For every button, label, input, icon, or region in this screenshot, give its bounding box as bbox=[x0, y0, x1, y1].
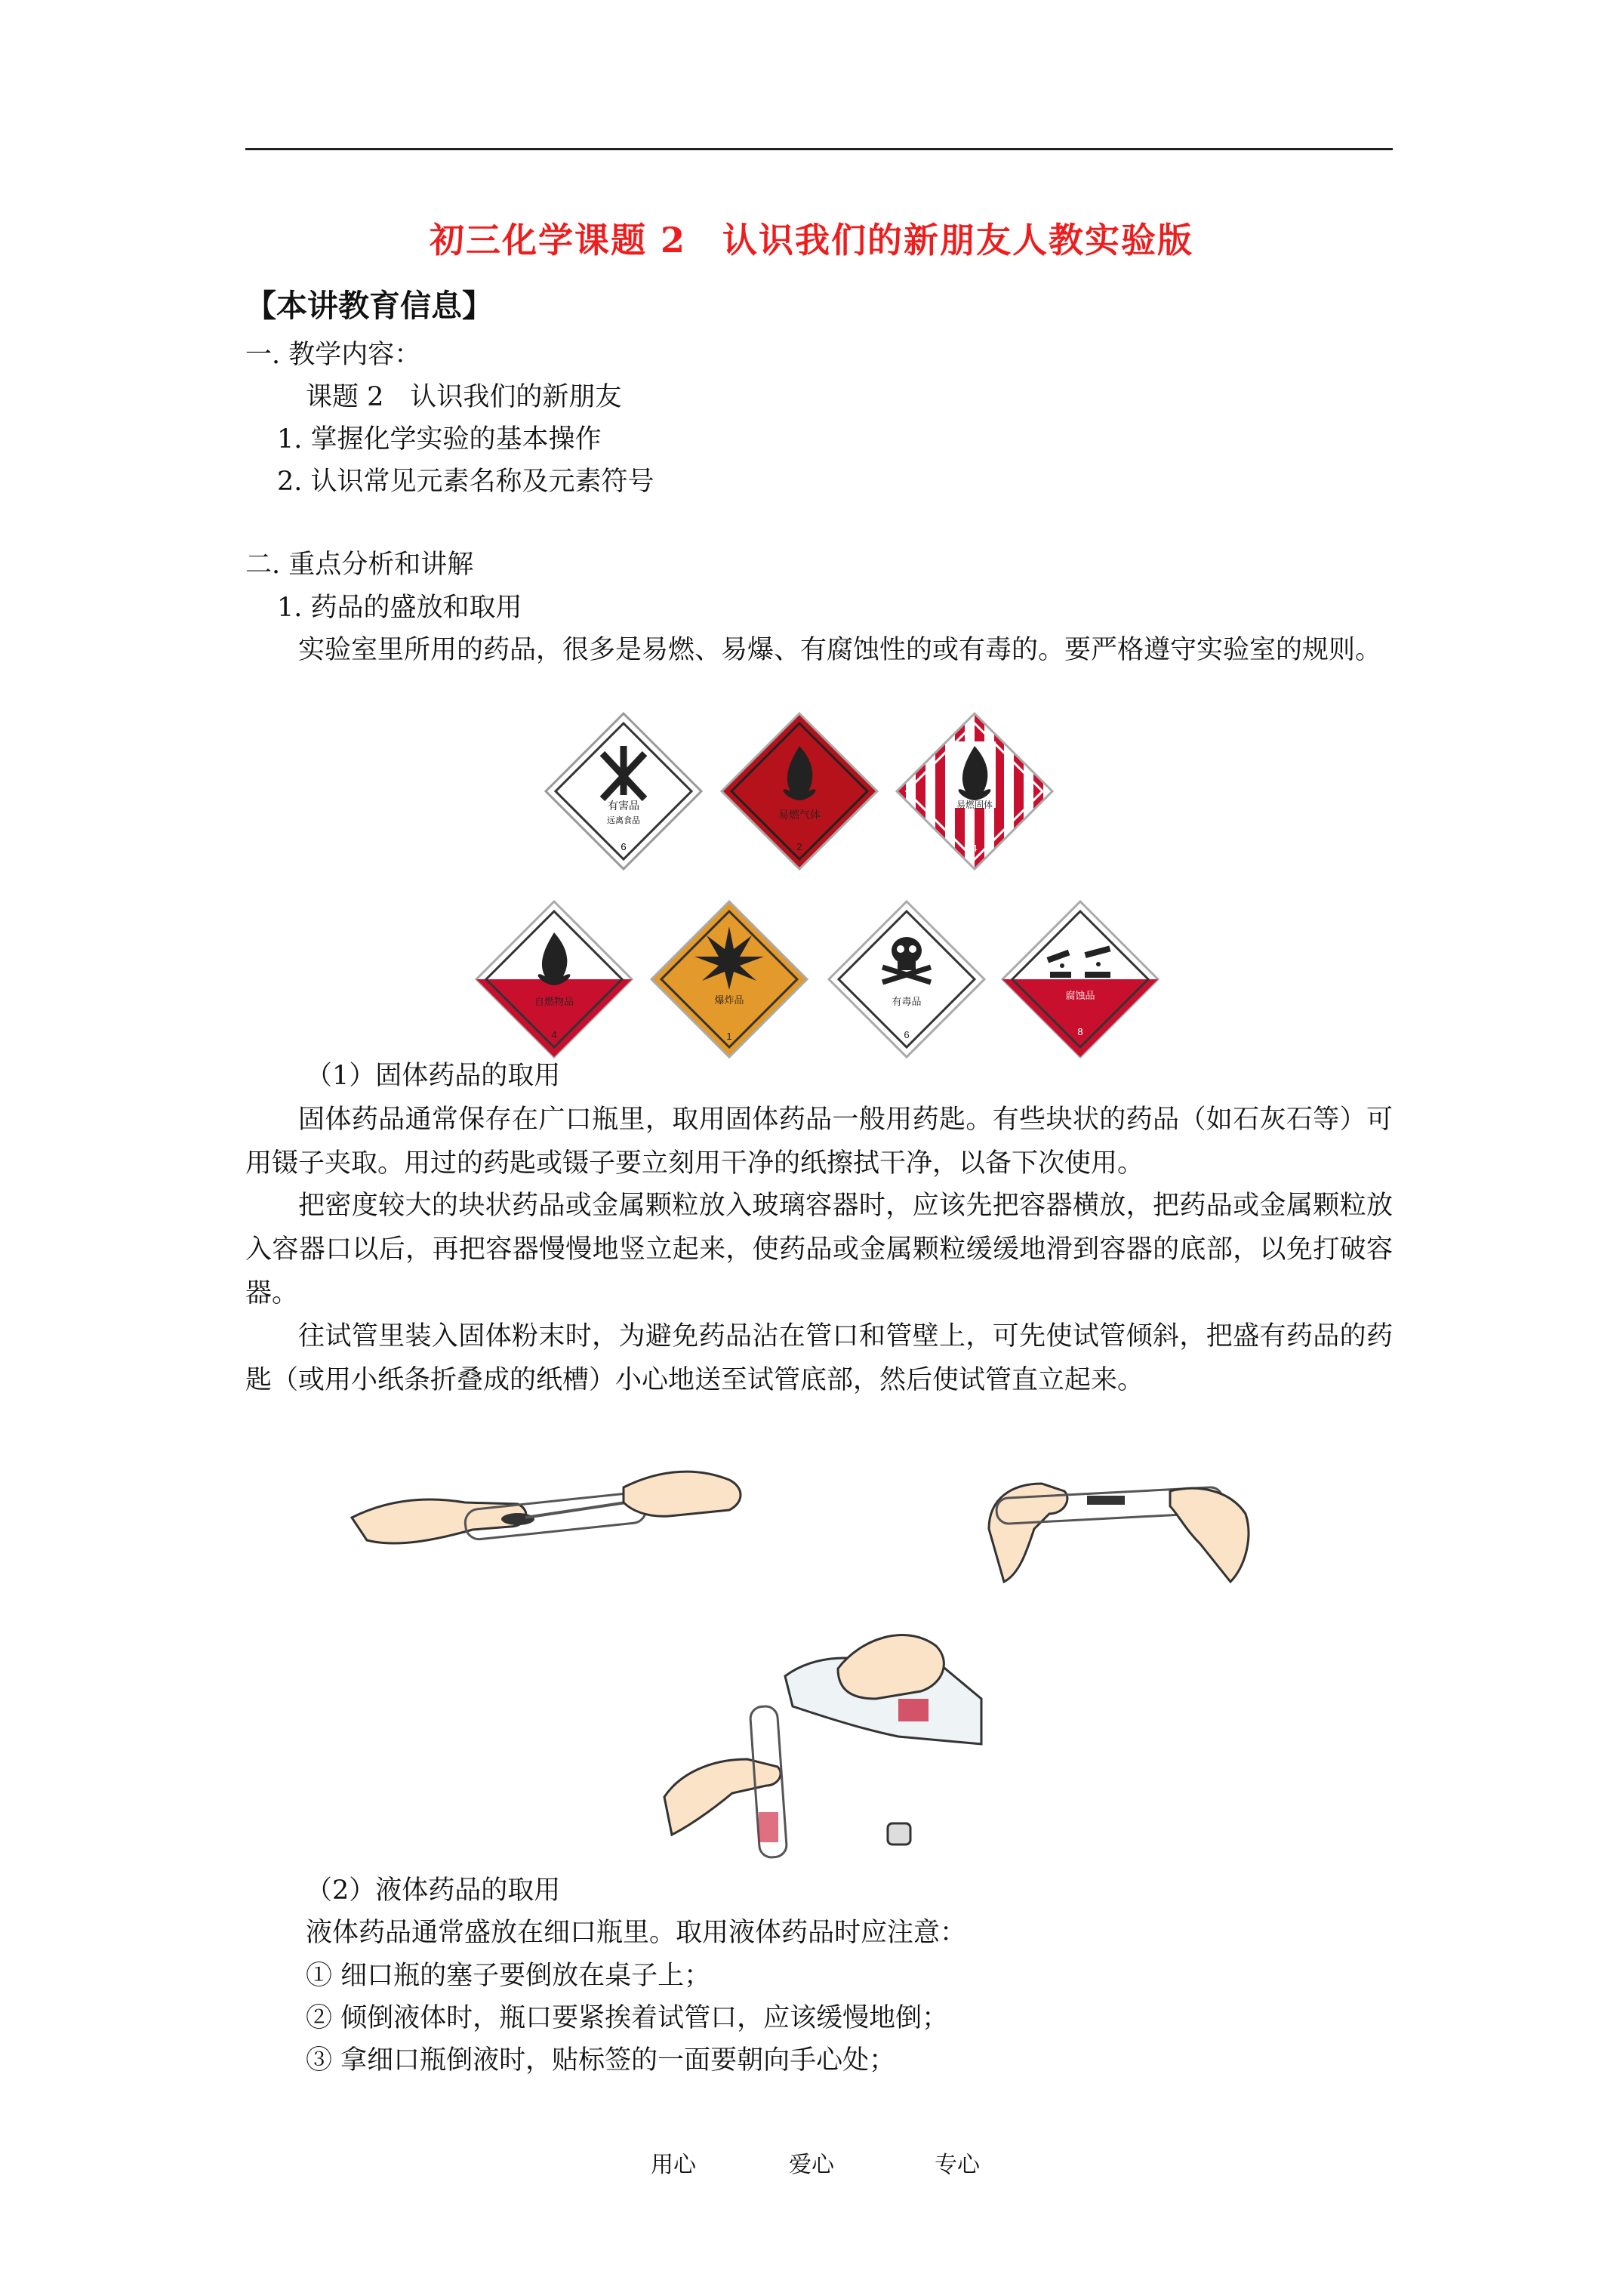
part2-sub1: 1. 药品的盛放和取用 bbox=[277, 593, 522, 623]
hazard-sign-text: 腐蚀品 bbox=[1065, 990, 1095, 1001]
solid-paragraph-3: 往试管里装入固体粉末时，为避免药品沾在管口和管壁上，可先使试管倾斜，把盛有药品的药匙（或用小纸条折叠成的纸槽）小心地送至试管底部，然后使试管直立起来。 bbox=[245, 1321, 1393, 1395]
part2-heading: 二. 重点分析和讲解 bbox=[245, 550, 474, 580]
hazard-sign-number: 1 bbox=[726, 1031, 732, 1042]
hazard-sign-number: 4 bbox=[972, 843, 978, 854]
hazard-sign-explosive bbox=[651, 901, 807, 1057]
part1-item-2: 2. 认识常见元素名称及元素符号 bbox=[277, 467, 654, 497]
hazard-sign-subtext: 远离食品 bbox=[607, 816, 640, 825]
liquid-heading: （2）液体药品的取用 bbox=[306, 1875, 561, 1906]
illustration-spoon-into-tube bbox=[352, 1457, 759, 1570]
footer-text-2: 爱心 bbox=[789, 2152, 834, 2178]
hazard-sign-number: 6 bbox=[621, 841, 627, 852]
hazard-sign-text: 易燃固体 bbox=[956, 800, 993, 810]
hazard-sign-flammable-solid bbox=[897, 713, 1052, 869]
hazard-sign-text: 有毒品 bbox=[892, 996, 922, 1007]
illustration-pour-liquid bbox=[664, 1623, 1004, 1865]
liquid-intro: 液体药品通常盛放在细口瓶里。取用液体药品时应注意： bbox=[306, 1918, 967, 1948]
solid-heading: （1）固体药品的取用 bbox=[306, 1061, 561, 1091]
page-title: 初三化学课题 2 认识我们的新朋友人教实验版 bbox=[429, 220, 1194, 260]
hazard-sign-text: 有害品 bbox=[608, 800, 639, 812]
hazard-sign-text: 易燃气体 bbox=[778, 809, 821, 821]
hazard-sign-number: 2 bbox=[796, 841, 802, 852]
intro-paragraph: 实验室里所用的药品，很多是易燃、易爆、有腐蚀性的或有毒的。要严格遵守实验室的规则。 bbox=[298, 635, 1382, 665]
section-header: 【本讲教育信息】 bbox=[245, 288, 493, 324]
part1-item-1: 1. 掌握化学实验的基本操作 bbox=[277, 424, 602, 455]
footer-text-3: 专心 bbox=[935, 2152, 980, 2178]
solid-paragraph-2: 把密度较大的块状药品或金属颗粒放入玻璃容器时，应该先把容器横放，把药品或金属颗粒放入容器口以后，再把容器慢慢地竖立起来，使药品或金属颗粒缓缓地滑到容器的底部，以免打破容器。 bbox=[245, 1191, 1393, 1308]
hazard-sign-toxic bbox=[829, 901, 984, 1057]
hazard-sign-text: 自燃物品 bbox=[534, 996, 574, 1007]
hazard-signs bbox=[0, 0, 1623, 1057]
part1-heading: 一. 教学内容： bbox=[245, 340, 421, 370]
hazard-sign-flammable-gas bbox=[722, 713, 877, 869]
solid-paragraph-1: 固体药品通常保存在广口瓶里，取用固体药品一般用药匙。有些块状的药品（如石灰石等）可用镊子夹取。用过的药匙或镊子要立刻用干净的纸擦拭干净，以备下次使用。 bbox=[245, 1105, 1393, 1179]
hazard-sign-number: 8 bbox=[1077, 1026, 1083, 1037]
illustration-upright-tube bbox=[974, 1453, 1276, 1597]
liquid-item-2: ② 倾倒液体时，瓶口要紧挨着试管口，应该缓慢地倒； bbox=[306, 2003, 949, 2033]
hazard-sign-corrosive bbox=[1002, 901, 1158, 1057]
hazard-sign-spontaneous bbox=[476, 901, 632, 1057]
footer-text-1: 用心 bbox=[651, 2152, 696, 2178]
liquid-item-1: ① 细口瓶的塞子要倒放在桌子上； bbox=[306, 1961, 711, 1991]
hazard-sign-number: 4 bbox=[551, 1029, 557, 1040]
part1-topic: 课题 2 认识我们的新朋友 bbox=[306, 382, 622, 412]
hazard-sign-text: 爆炸品 bbox=[714, 994, 744, 1006]
hazard-sign-harmful bbox=[546, 713, 701, 869]
hazard-sign-number: 6 bbox=[904, 1029, 910, 1040]
liquid-item-3: ③ 拿细口瓶倒液时，贴标签的一面要朝向手心处； bbox=[306, 2045, 896, 2076]
